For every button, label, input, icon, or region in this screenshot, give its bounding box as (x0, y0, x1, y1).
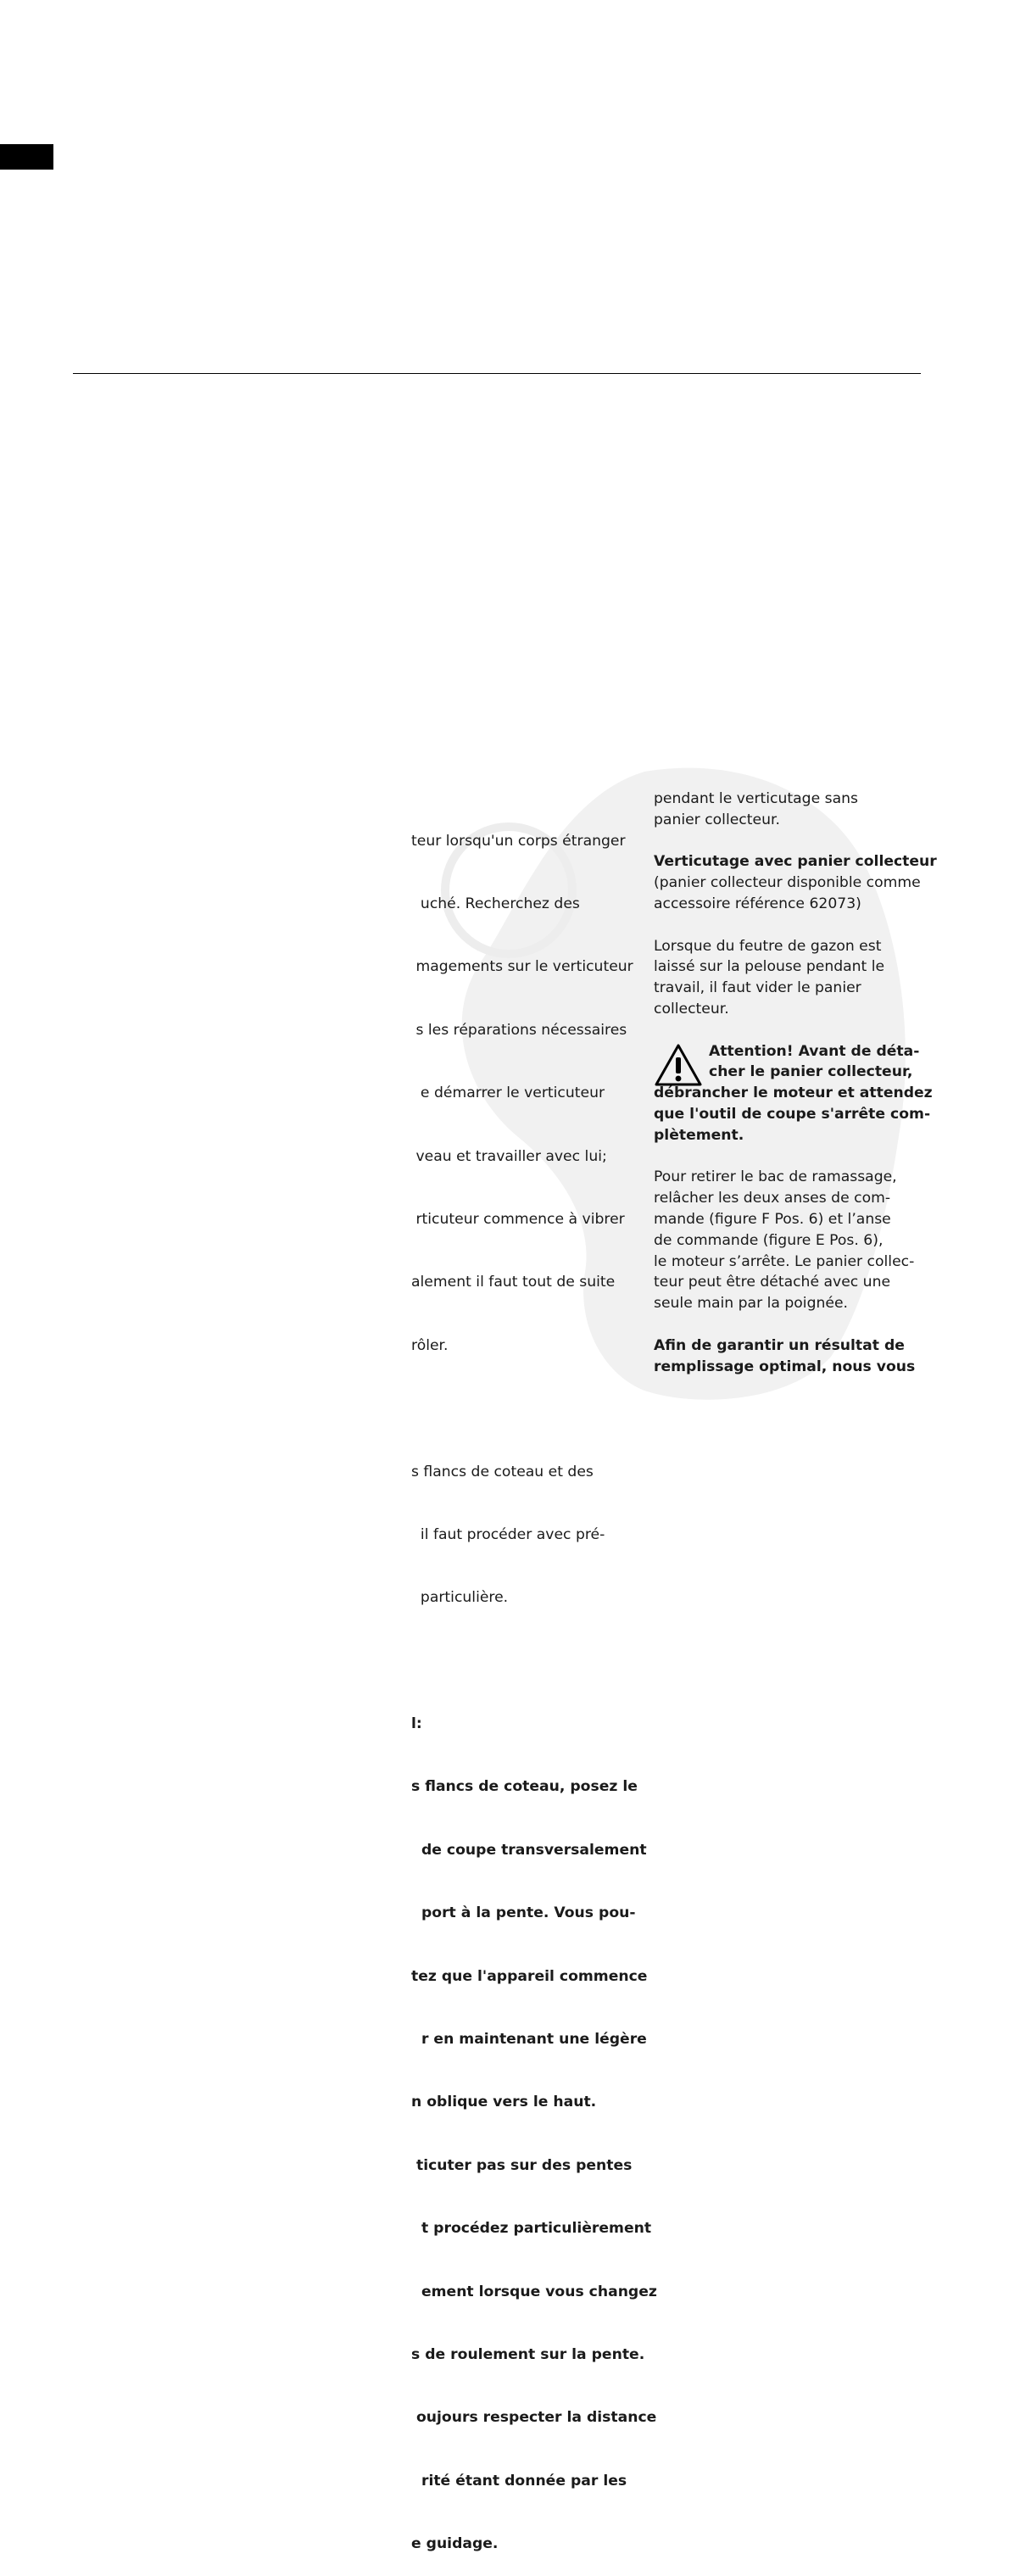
text-line: Afin de garantir un résultat de (654, 1336, 905, 1354)
section-heading: Verticutage avec panier collecteur (654, 853, 937, 871)
text-line: s flancs de coteau, posez le (411, 1778, 638, 1796)
text-line: port à la pente. Vous pou- (411, 1904, 636, 1922)
text-line: particulière. (411, 1589, 509, 1607)
text-line: teur lorsqu'un corps étranger (411, 832, 626, 850)
warning-line: cher le panier collecteur, (709, 1063, 913, 1081)
text-line: veau et travailler avec lui; (411, 1147, 607, 1165)
text-line: il faut procéder avec pré- (411, 1525, 605, 1543)
warning-triangle-icon (654, 1043, 703, 1087)
text-line: e démarrer le verticuteur (411, 1084, 605, 1102)
text-line: remplissage optimal, nous vous (654, 1358, 916, 1375)
warning-line: que l'outil de coupe s'arrête com- (654, 1105, 931, 1123)
warning-line: plètement. (654, 1126, 744, 1144)
text-line: rité étant donnée par les (411, 2472, 627, 2490)
text-line: rôler. (411, 1336, 449, 1354)
text-line: seule main par la poignée. (654, 1295, 849, 1313)
text-line: alement il faut tout de suite (411, 1274, 616, 1291)
text-line: pendant le verticutage sans (654, 790, 858, 807)
text-line: oujours respecter la distance (411, 2409, 657, 2427)
text-line: le moteur s’arrête. Le panier collec- (654, 1252, 915, 1270)
text-line: t procédez particulièrement (411, 2220, 652, 2238)
section-heading: l: (411, 1715, 422, 1733)
right-text-column (654, 789, 937, 1377)
text-line: laissé sur la pelouse pendant le (654, 958, 885, 976)
text-line: e guidage. (411, 2535, 499, 2553)
text-line: n oblique vers le haut. (411, 2094, 597, 2111)
text-line: (panier collecteur disponible comme (654, 874, 921, 892)
text-line: teur peut être détaché avec une (654, 1274, 891, 1291)
text-line: de commande (figure E Pos. 6), (654, 1231, 884, 1249)
horizontal-rule (73, 373, 921, 374)
text-line: de coupe transversalement (411, 1841, 647, 1859)
text-line: panier collecteur. (654, 811, 780, 828)
text-line: s de roulement sur la pente. (411, 2345, 645, 2363)
text-line: tez que l'appareil commence (411, 1967, 648, 1985)
text-line: collecteur. (654, 1000, 729, 1018)
left-text-column (411, 789, 657, 2576)
warning-notice (654, 1041, 934, 1146)
language-tab-marker (0, 144, 53, 170)
text-line: magements sur le verticuteur (411, 958, 633, 976)
text-line: mande (figure F Pos. 6) et l’anse (654, 1210, 891, 1228)
text-line: Lorsque du feutre de gazon est (654, 937, 882, 955)
text-line: ticuter pas sur des pentes (411, 2156, 633, 2174)
warning-line: débrancher le moteur et attendez (654, 1084, 933, 1102)
text-line: accessoire référence 62073) (654, 895, 861, 912)
text-line: uché. Recherchez des (411, 895, 580, 912)
text-line: rticuteur commence à vibrer (411, 1210, 625, 1228)
text-line: travail, il faut vider le panier (654, 979, 861, 997)
text-line: r en maintenant une légère (411, 2031, 647, 2049)
text-line: Pour retirer le bac de ramassage, (654, 1168, 897, 1186)
text-line: ement lorsque vous changez (411, 2283, 657, 2300)
text-line: s flancs de coteau et des (411, 1463, 594, 1480)
text-line: relâcher les deux anses de com- (654, 1190, 891, 1207)
text-line: s les réparations nécessaires (411, 1021, 627, 1039)
warning-line: Attention! Avant de déta- (709, 1042, 920, 1060)
